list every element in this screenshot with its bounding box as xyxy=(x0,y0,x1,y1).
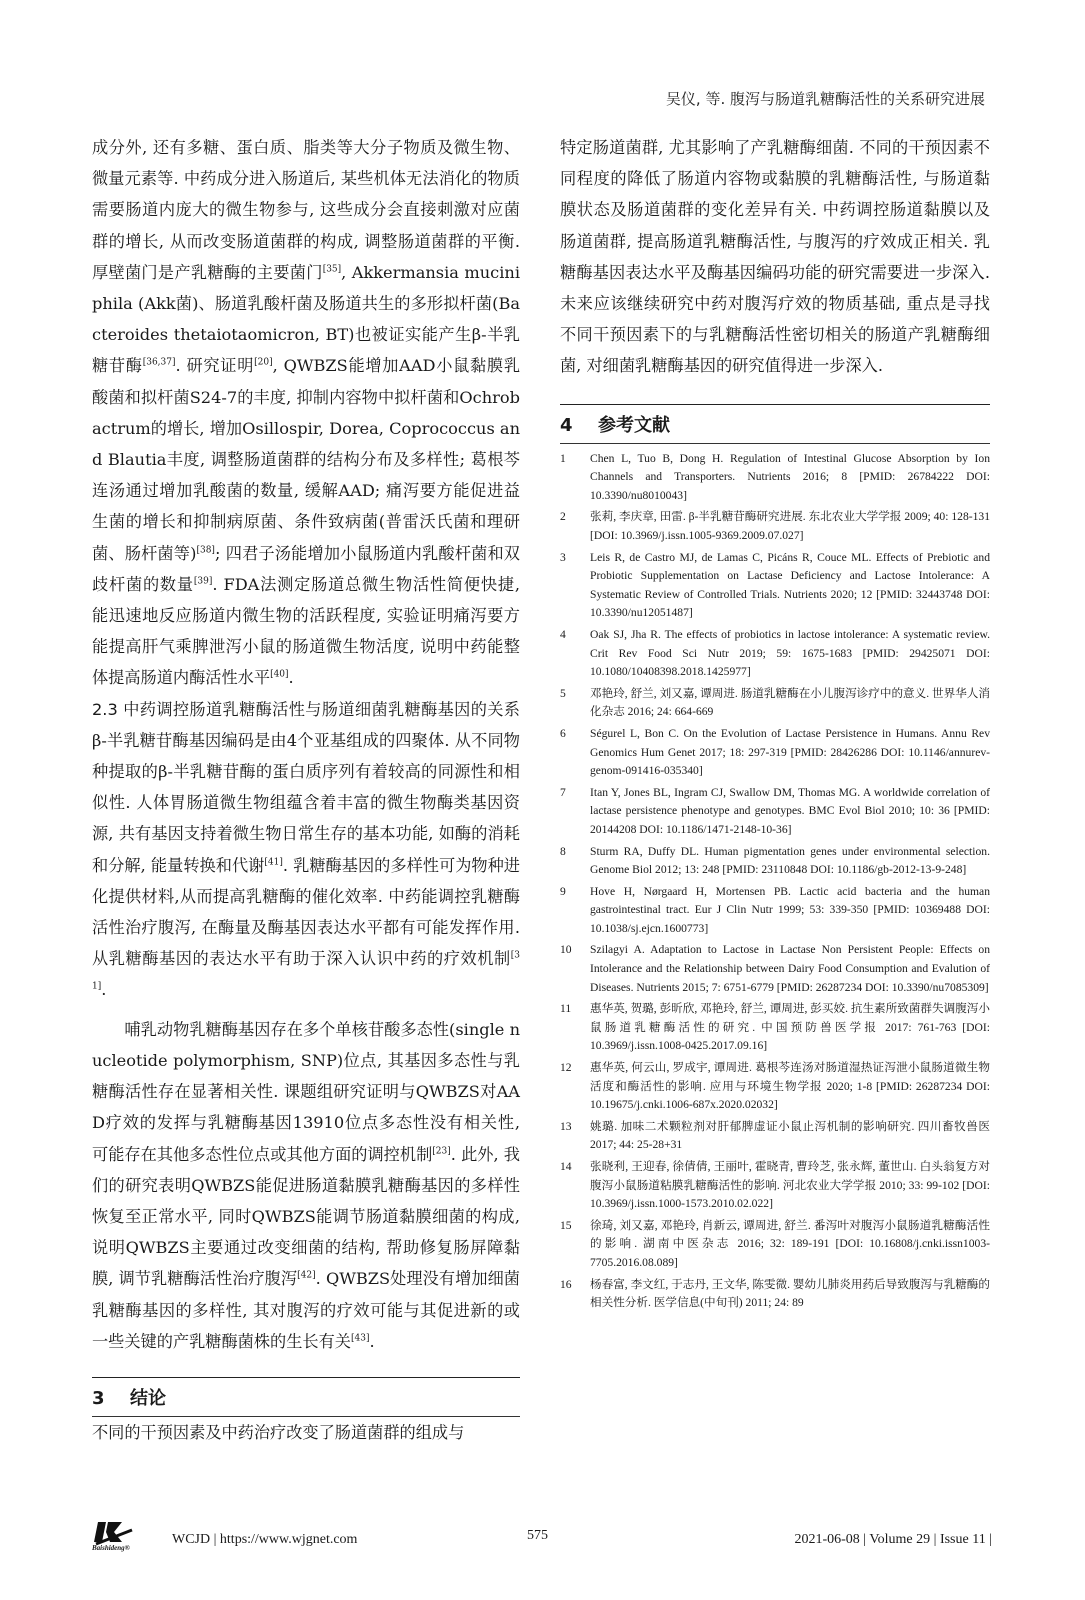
reference-list xyxy=(560,450,990,1313)
paragraph-section-2-3: 2.3 中药调控肠道乳糖酶活性与肠道细菌乳糖酶基因的关系 β-半乳糖苷酶基因编码是由4个亚基组成的四聚体. 从不同物种提取的β-半乳糖苷酶的蛋白质序列有着较高的同源性和相似性. 人体胃肠道微生物组蕴含着丰富的微生物酶类基因资源, 共有基因支持着微生物日常生存的基本功能, 如酶的消耗和分解, 能量转换和代谢[41]. 乳糖酶基因的多样性可为物种进化提供材料,从而提高乳糖酶的催化效率. 中药能调控乳糖酶活性治疗腹泻, 在酶量及酶基因表达水平都有可能发挥作用. 从乳糖酶基因的表达水平有助于深入认识中药的疗效机制[31]. xyxy=(92,699,520,1000)
reference-item xyxy=(560,450,990,506)
reference-text: Leis R, de Castro MJ, de Lamas C, Picáns R, Couce ML. Effects of Prebiotic and Probiotic Supplementation on Lactase Deficiency and Lactose Intolerance: A Systematic Review of Controlled Trials. Nutrients 2020; 12 [PMID: 32443748 DOI: 10.3390/nu12051487] xyxy=(590,550,990,620)
reference-number: 11 xyxy=(560,1002,572,1016)
reference-item xyxy=(560,626,990,682)
citation[interactable]: [36,37] xyxy=(142,358,176,369)
left-column xyxy=(92,132,520,1448)
citation[interactable]: [42] xyxy=(297,1270,316,1281)
right-column xyxy=(560,132,990,1316)
running-head: 吴仪, 等. 腹泻与肠道乳糖酶活性的关系研究进展 xyxy=(665,90,985,108)
citation[interactable]: [23] xyxy=(432,1146,451,1157)
reference-text: Itan Y, Jones BL, Ingram CJ, Swallow DM, Thomas MG. A worldwide correlation of lactase persistence phenotype and genotypes. BMC Evol Biol 2010; 10: 36 [PMID: 20144208 DOI: 10.1186/1471-2148-10-36] xyxy=(590,785,990,836)
reference-text: Sturm RA, Duffy DL. Human pigmentation genes under environmental selection. Genome Biol 2012; 13: 248 [PMID: 23110848 DOI: 10.1186/gb-2012-13-9-248] xyxy=(590,844,990,877)
reference-text: Szilagyi A. Adaptation to Lactose in Lactase Non Persistent People: Effects on Intolerance and the Relationship between Dairy Food Consumption and Evalution of Diseases. Nutrients 2015; 7: 6751-6779 [PMID: 26287234 DOI: 10.3390/nu7085309] xyxy=(590,943,990,994)
reference-item xyxy=(560,508,990,545)
reference-text: 杨春富, 李文红, 于志丹, 王文华, 陈雯微. 婴幼儿肺炎用药后导致腹泻与乳糖酶的相关性分析. 医学信息(中旬刊) 2011; 24: 89 xyxy=(590,1277,990,1310)
paragraph-conclusion-cont: 特定肠道菌群, 尤其影响了产乳糖酶细菌. 不同的干预因素不同程度的降低了肠道内容物或黏膜的乳糖酶活性, 与肠道黏膜状态及肠道菌群的变化差异有关. 中药调控肠道黏膜以及肠道菌群, 提高肠道乳糖酶活性, 与腹泻的疗效成正相关. 乳糖酶基因表达水平及酶基因编码功能的研究需要进一步深入. 未来应该继续研究中药对腹泻疗效的物质基础, 重点是寻找不同干预因素下的与乳糖酶活性密切相关的肠道产乳糖酶细菌, 对细菌乳糖酶基因的研究值得进一步深入. xyxy=(560,138,990,376)
reference-item xyxy=(560,1059,990,1115)
reference-text: 邓艳玲, 舒兰, 刘又嘉, 谭周进. 肠道乳糖酶在小儿腹泻诊疗中的意义. 世界华人消化杂志 2016; 24: 664-669 xyxy=(590,686,990,719)
issue-info: 2021-06-08 | Volume 29 | Issue 11 | xyxy=(794,1532,992,1547)
page-footer xyxy=(92,1520,992,1560)
reference-text: Oak SJ, Jha R. The effects of probiotics in lactose intolerance: A systematic review. Crit Rev Food Sci Nutr 2019; 59: 1675-1683 [PMID: 29425071 DOI: 10.1080/10408398.2018.1425977] xyxy=(590,627,990,679)
reference-number: 8 xyxy=(560,844,566,858)
citation[interactable]: [31] xyxy=(92,950,520,993)
reference-item xyxy=(560,725,990,781)
reference-item xyxy=(560,1000,990,1056)
page-number: 575 xyxy=(527,1528,548,1543)
reference-number: 6 xyxy=(560,726,566,740)
section-heading-references: 4 参考文献 xyxy=(560,405,990,444)
reference-number: 1 xyxy=(560,451,566,465)
reference-text: Ségurel L, Bon C. On the Evolution of Lactase Persistence in Humans. Annu Rev Genomics Hum Genet 2017; 18: 297-319 [PMID: 28426286 DOI: 10.1146/annurev-genom-091416-035340] xyxy=(590,726,990,778)
reference-text: 张晓利, 王迎春, 徐倩倩, 王丽叶, 霍晓青, 曹玲芝, 张永辉, 董世山. 白头翁复方对腹泻小鼠肠道粘膜乳糖酶活性的影响. 河北农业大学学报 2010; 33: 99-102 [DOI: 10.3969/j.issn.1000-1573.2010.02.022] xyxy=(590,1160,990,1211)
reference-item xyxy=(560,549,990,623)
reference-item xyxy=(560,1276,990,1313)
reference-number: 10 xyxy=(560,943,572,957)
reference-text: 姚璐. 加味二术颗粒剂对肝郁脾虚证小鼠止泻机制的影响研究. 四川畜牧兽医 2017; 44: 25-28+31 xyxy=(590,1119,990,1152)
reference-text: 惠华英, 何云山, 罗成宇, 谭周进. 葛根芩连汤对肠道湿热证泻泄小鼠肠道微生物活度和酶活性的影响. 应用与环境生物学报 2020; 1-8 [PMID: 26287234 DOI: 10.19675/j.cnki.1006-687x.2020.02032] xyxy=(590,1061,990,1112)
reference-text: Hove H, Nørgaard H, Mortensen PB. Lactic acid bacteria and the human gastrointestinal tract. Eur J Clin Nutr 1999; 53: 339-350 [PMID: 10369488 DOI: 10.1038/sj.ejcn.1600773] xyxy=(590,884,990,935)
reference-number: 15 xyxy=(560,1218,572,1232)
reference-number: 9 xyxy=(560,884,566,898)
paragraph-snp: 哺乳动物乳糖酶基因存在多个单核苷酸多态性(single nucleotide polymorphism, SNP)位点, 其基因多态性与乳糖酶活性存在显著相关性. 课题组研究证明与QWBZS对AAD疗效的发挥与乳糖酶基因13910位点多态性没有相关性, 可能存在其他多态性位点或其他方面的调控机制[23]. 此外, 我们的研究表明QWBZS能促进肠道黏膜乳糖酶基因的多样性恢复至正常水平, 同时QWBZS能调节肠道黏膜细菌的构成, 说明QWBZS主要通过改变细菌的结构, 帮助修复肠屏障黏膜, 调节乳糖酶活性治疗腹泻[42]. QWBZS处理没有增加细菌乳糖酶基因的多样性, 其对腹泻的疗效可能与其促进新的或一些关键的产乳糖酶菌株的生长有关[43]. xyxy=(92,1019,520,1351)
citation[interactable]: [43] xyxy=(351,1333,370,1344)
reference-number: 4 xyxy=(560,627,566,641)
reference-item xyxy=(560,883,990,939)
citation[interactable]: [41] xyxy=(264,857,283,868)
reference-item xyxy=(560,843,990,880)
reference-number: 16 xyxy=(560,1277,572,1291)
reference-number: 14 xyxy=(560,1160,572,1173)
paragraph-microbiota: 成分外, 还有多糖、蛋白质、脂类等大分子物质及微生物、微量元素等. 中药成分进入肠道后, 某些机体无法消化的物质需要肠道内庞大的微生物参与, 这些成分会直接刺激对应菌群的增长, 从而改变肠道菌群的构成, 调整肠道菌群的平衡. 厚壁菌门是产乳糖酶的主要菌门[35], Akkermansia muciniphila (Akk菌)、肠道乳酸杆菌及肠道共生的多形拟杆菌(Bacteroides thetaiotaomicron, BT)也被证实能产生β-半乳糖苷酶[36,37]. 研究证明[20], QWBZS能增加AAD小鼠黏膜乳酸菌和拟杆菌S24-7的丰度, 抑制内容物中拟杆菌和Ochrobactrum的增长, 增加Osillospir, Dorea, Coprococcus and Blautia丰度, 调整肠道菌群的结构分布及多样性; 葛根芩连汤通过增加乳酸菌的数量, 缓解AAD; 痛泻要方能促进益生菌的增长和抑制病原菌、条件致病菌(普雷沃氏菌和理研菌、肠杆菌等)[38]; 四君子汤能增加小鼠肠道内乳酸杆菌和双歧杆菌的数量[39]. FDA法测定肠道总微生物活性简便快捷, 能迅速地反应肠道内微生物的活跃程度, 实验证明痛泻要方能提高肝气乘脾泄泻小鼠的肠道微生物活度, 说明中药能整体提高肠道内酶活性水平[40]. xyxy=(92,138,521,688)
reference-number: 12 xyxy=(560,1061,572,1075)
citation[interactable]: [20] xyxy=(254,358,273,369)
reference-item xyxy=(560,1118,990,1155)
citation[interactable]: [40] xyxy=(270,670,289,681)
reference-text: Chen L, Tuo B, Dong H. Regulation of Intestinal Glucose Absorption by Ion Channels and Transporters. Nutrients 2016; 8 [PMID: 26784222 DOI: 10.3390/nu8010043] xyxy=(590,451,990,502)
reference-number: 5 xyxy=(560,686,566,700)
reference-item xyxy=(560,685,990,722)
reference-text: 惠华英, 贺璐, 彭昕欣, 邓艳玲, 舒兰, 谭周进, 彭买姣. 抗生素所致菌群失调腹泻小鼠肠道乳糖酶活性的研究. 中国预防兽医学报 2017: 761-763 [DOI: 10.3969/j.issn.1008-0425.2017.09.16] xyxy=(590,1002,990,1053)
reference-number: 3 xyxy=(560,550,566,564)
reference-number: 7 xyxy=(560,785,566,799)
citation[interactable]: [38] xyxy=(196,545,215,556)
reference-item xyxy=(560,1158,990,1214)
reference-number: 13 xyxy=(560,1119,572,1133)
publisher-logo-text: Baishideng® xyxy=(92,1544,130,1552)
citation[interactable]: [35] xyxy=(322,264,342,275)
reference-text: 张莉, 李庆章, 田雷. β-半乳糖苷酶研究进展. 东北农业大学学报 2009; 40: 128-131 [DOI: 10.3969/j.issn.1005-9369.2009.07.027] xyxy=(590,510,990,542)
reference-text: 徐琦, 刘又嘉, 邓艳玲, 肖新云, 谭周进, 舒兰. 番泻叶对腹泻小鼠肠道乳糖酶活性的影响. 湖南中医杂志 2016; 32: 189-191 [DOI: 10.16808/j.cnki.issn1003-7705.2016.08.089] xyxy=(590,1218,990,1269)
subsection-heading: 2.3 中药调控肠道乳糖酶活性与肠道细菌乳糖酶基因的关系 xyxy=(92,699,520,719)
citation[interactable]: [39] xyxy=(193,576,213,587)
reference-item xyxy=(560,941,990,997)
paragraph-conclusion: 不同的干预因素及中药治疗改变了肠道菌群的组成与 xyxy=(92,1422,465,1442)
journal-url[interactable]: WCJD | https://www.wjgnet.com xyxy=(172,1532,358,1547)
reference-item xyxy=(560,1217,990,1273)
reference-number: 2 xyxy=(560,510,566,524)
reference-item xyxy=(560,784,990,840)
section-heading-conclusion: 3 结论 xyxy=(92,1378,520,1417)
